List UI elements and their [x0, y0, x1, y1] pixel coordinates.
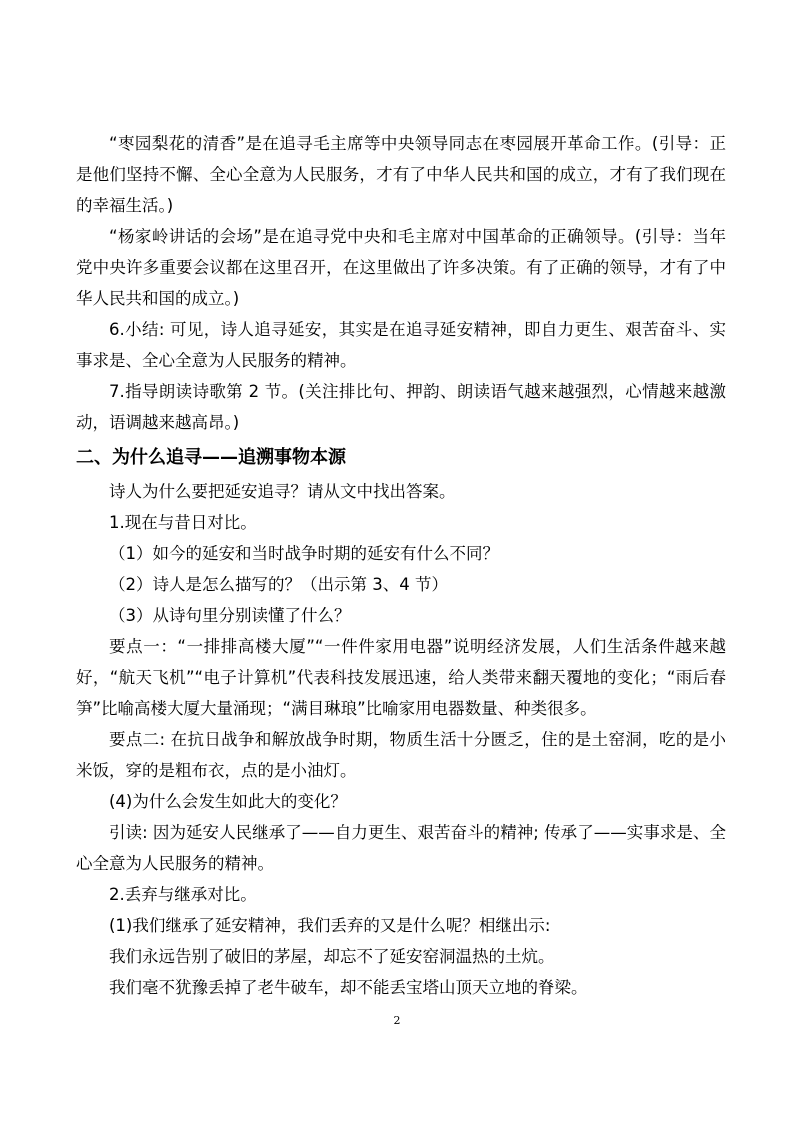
- list-item: （3）从诗句里分别读懂了什么？: [109, 606, 351, 625]
- paragraph: 我们永远告别了破旧的茅屋，却忘不了延安窑洞温热的土炕。: [109, 947, 555, 966]
- paragraph: “枣园梨花的清香”是在追寻毛主席等中央领导同志在枣园展开革命工作。(引导：正是他们坚持不懈、全心全意为人民服务，才有了中华人民共和国的成立，才有了我们现在的幸福生活。): [76, 134, 726, 215]
- document-body: [76, 128, 726, 1003]
- paragraph: 7.指导朗读诗歌第 2 节。(关注排比句、押韵、朗读语气越来越强烈，心情越来越激动，语调越来越高昂。): [76, 382, 726, 432]
- paragraph: 诗人为什么要把延安追寻？请从文中找出答案。: [109, 482, 456, 501]
- paragraph: 要点二: 在抗日战争和解放战争时期，物质生活十分匮乏，住的是土窑洞，吃的是小米饭，穿的是粗布衣，点的是小油灯。: [76, 730, 726, 780]
- paragraph: 6.小结: 可见，诗人追寻延安，其实是在追寻延安精神，即自力更生、艰苦奋斗、实事求是、全心全意为人民服务的精神。: [76, 320, 726, 370]
- paragraph: “杨家岭讲话的会场”是在追寻党中央和毛主席对中国革命的正确领导。(引导：当年党中央许多重要会议都在这里召开，在这里做出了许多决策。有了正确的领导，才有了中华人民共和国的成立。): [76, 227, 726, 308]
- page-number: 2: [393, 1014, 401, 1027]
- paragraph: 我们毫不犹豫丢掉了老牛破车，却不能丢宝塔山顶天立地的脊梁。: [109, 978, 588, 997]
- section-heading: 二、为什么追寻——追溯事物本源: [76, 447, 346, 468]
- paragraph: 引读: 因为延安人民继承了——自力更生、艰苦奋斗的精神; 传承了——实事求是、全心全意为人民服务的精神。: [76, 823, 726, 873]
- paragraph: (4)为什么会发生如此大的变化？: [109, 792, 347, 811]
- paragraph: 要点一：“一排排高楼大厦”“一件件家用电器”说明经济发展，人们生活条件越来越好，“航天飞机”“电子计算机”代表科技发展迅速，给人类带来翻天覆地的变化；“雨后春笋”比喻高楼大厦大量涌现；“满目琳琅”比喻家用电器数量、种类很多。: [76, 637, 726, 718]
- list-item: （1）如今的延安和当时战争时期的延安有什么不同？: [109, 544, 499, 563]
- paragraph: 1.现在与昔日对比。: [109, 513, 257, 532]
- paragraph: (1)我们继承了延安精神，我们丢弃的又是什么呢？相继出示:: [109, 916, 551, 935]
- paragraph: 2.丢弃与继承对比。: [109, 885, 257, 904]
- list-item: （2）诗人是怎么描写的？（出示第 3、4 节）: [109, 575, 448, 594]
